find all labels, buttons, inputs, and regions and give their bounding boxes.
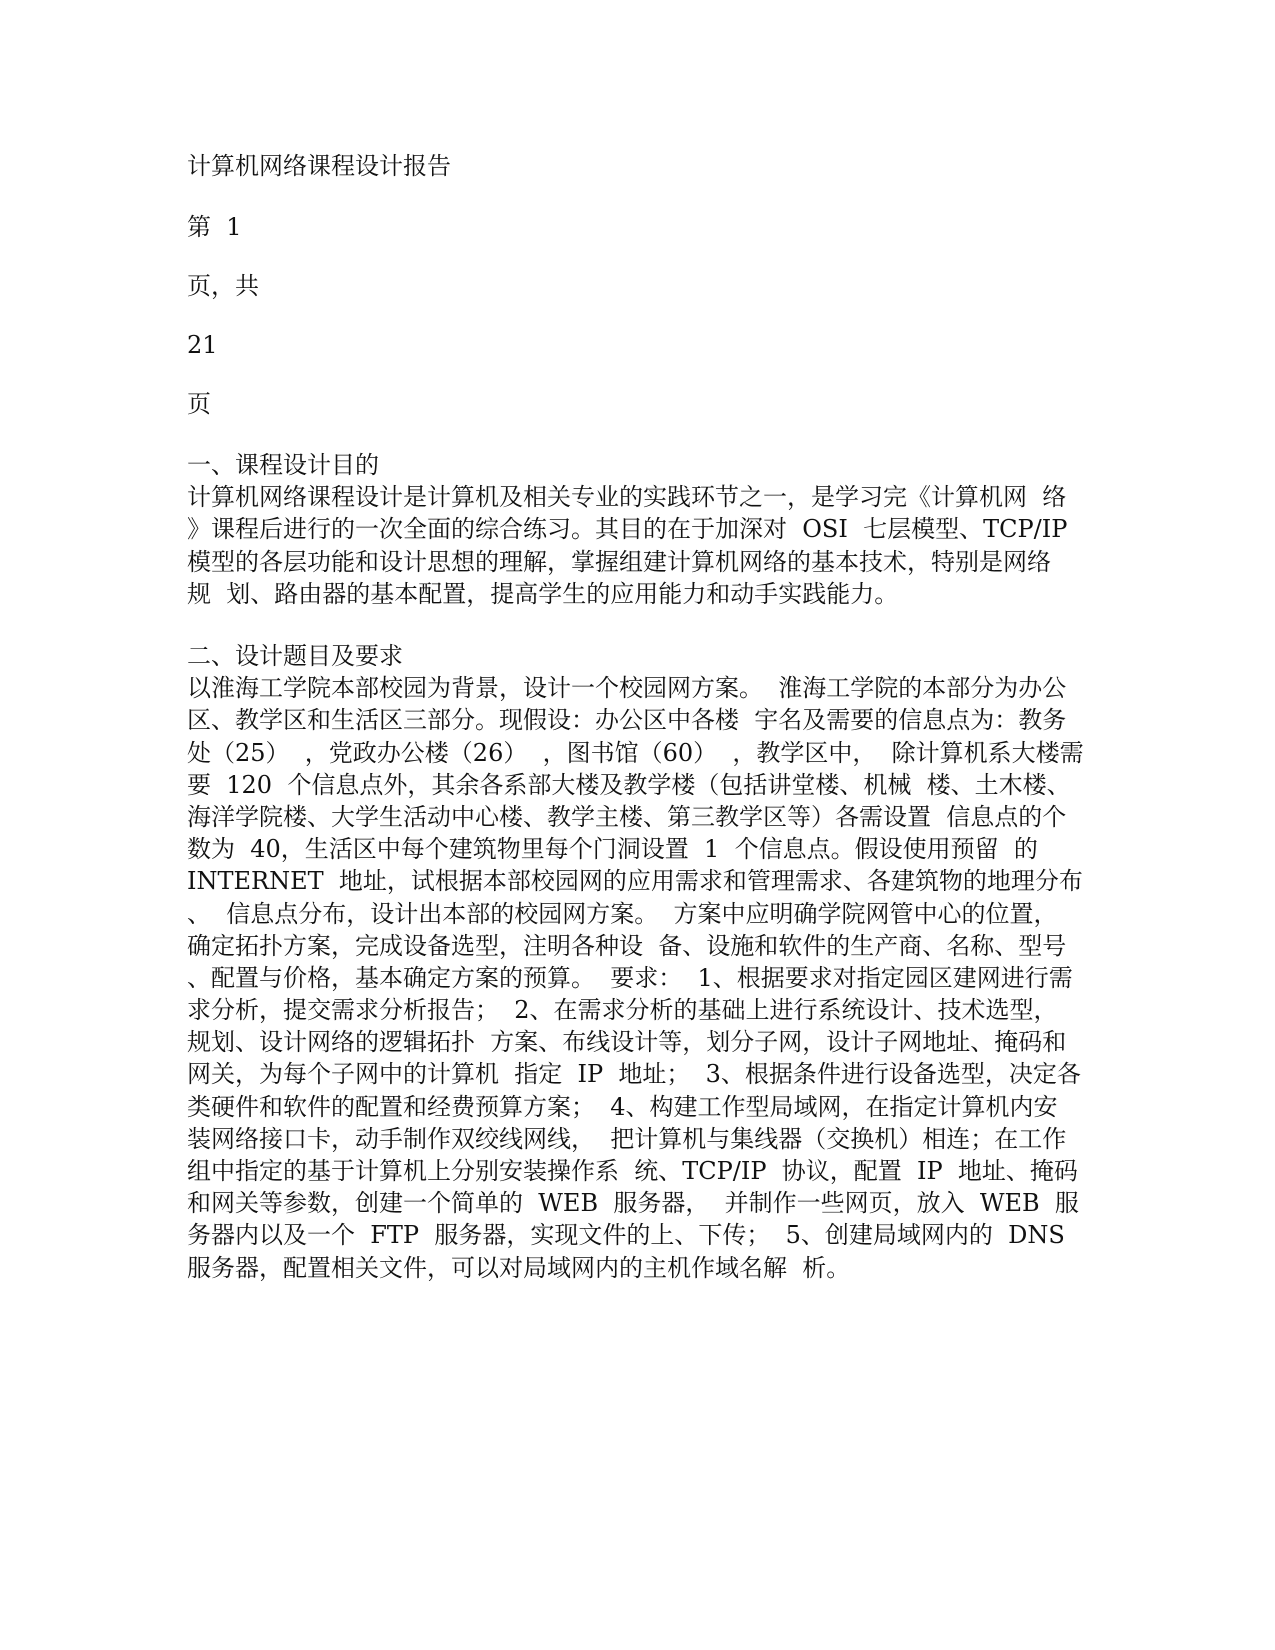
paragraph-line: 要 120 个信息点外，其余各系部大楼及教学楼（包括讲堂楼、机械 楼、土木楼、 [187,770,1071,799]
paragraph-line: 服务器，配置相关文件，可以对局域网内的主机作域名解 析。 [187,1253,851,1282]
section-purpose [187,449,1087,610]
paragraph-line: INTERNET 地址，试根据本部校园网的应用需求和管理需求、各建筑物的地理分布 [187,867,1083,896]
page-indicator-part1: 第 1 [187,213,242,241]
paragraph-line: 务器内以及一个 FTP 服务器，实现文件的上、下传； 5、创建局域网内的 DNS [187,1221,1065,1250]
page-indicator-part4: 页 [187,390,211,418]
paragraph-line: 》课程后进行的一次全面的综合练习。其目的在于加深对 OSI 七层模型、TCP/IP [187,515,1068,544]
page-indicator-part3: 21 [187,331,218,359]
section-requirements [187,640,1087,1284]
paragraph-line: 和网关等参数，创建一个简单的 WEB 服务器， 并制作一些网页，放入 WEB 服 [187,1189,1079,1218]
paragraph-line: 类硬件和软件的配置和经费预算方案； 4、构建工作型局域网，在指定计算机内安 [187,1092,1058,1121]
paragraph-line: 、配置与价格，基本确定方案的预算。 要求： 1、根据要求对指定园区建网进行需 [187,963,1073,992]
paragraph-line: 确定拓扑方案，完成设备选型，注明各种设 备、设施和软件的生产商、名称、型号 [187,931,1067,960]
section-heading: 二、设计题目及要求 [187,642,403,670]
paragraph-line: 规 划、路由器的基本配置，提高学生的应用能力和动手实践能力。 [187,579,899,608]
paragraph-line: 规划、设计网络的逻辑拓扑 方案、布线设计等，划分子网，设计子网地址、掩码和 [187,1028,1067,1057]
paragraph-line: 处（25） ，党政办公楼（26） ，图书馆（60） ，教学区中， 除计算机系大楼需 [187,738,1084,767]
paragraph-line: 区、教学区和生活区三部分。现假设：办公区中各楼 宇名及需要的信息点为：教务 [187,706,1067,735]
paragraph-line: 组中指定的基于计算机上分别安装操作系 统、TCP/IP 协议，配置 IP 地址、掩码 [187,1157,1078,1185]
paragraph-line: 网关，为每个子网中的计算机 指定 IP 地址； 3、根据条件进行设备选型，决定各 [187,1060,1081,1089]
paragraph-line: 海洋学院楼、大学生活动中心楼、教学主楼、第三教学区等）各需设置 信息点的个 [187,802,1067,831]
paragraph-line: 计算机网络课程设计是计算机及相关专业的实践环节之一，是学习完《计算机网 络 [187,483,1067,512]
paragraph-line: 求分析，提交需求分析报告； 2、在需求分析的基础上进行系统设计、技术选型， [187,996,1058,1025]
document-title: 计算机网络课程设计报告 [187,152,451,180]
paragraph-line: 以淮海工学院本部校园为背景，设计一个校园网方案。 淮海工学院的本部分为办公 [187,674,1067,703]
paragraph-line: 、 信息点分布，设计出本部的校园网方案。 方案中应明确学院网管中心的位置， [187,899,1058,928]
paragraph-line: 模型的各层功能和设计思想的理解，掌握组建计算机网络的基本技术，特别是网络 [187,547,1051,576]
paragraph-line: 装网络接口卡，动手制作双绞线网线， 把计算机与集线器（交换机）相连；在工作 [187,1124,1067,1153]
section-heading: 一、课程设计目的 [187,451,379,479]
paragraph-line: 数为 40，生活区中每个建筑物里每个门洞设置 1 个信息点。假设使用预留 的 [187,835,1038,864]
page-indicator-part2: 页，共 [187,272,259,300]
